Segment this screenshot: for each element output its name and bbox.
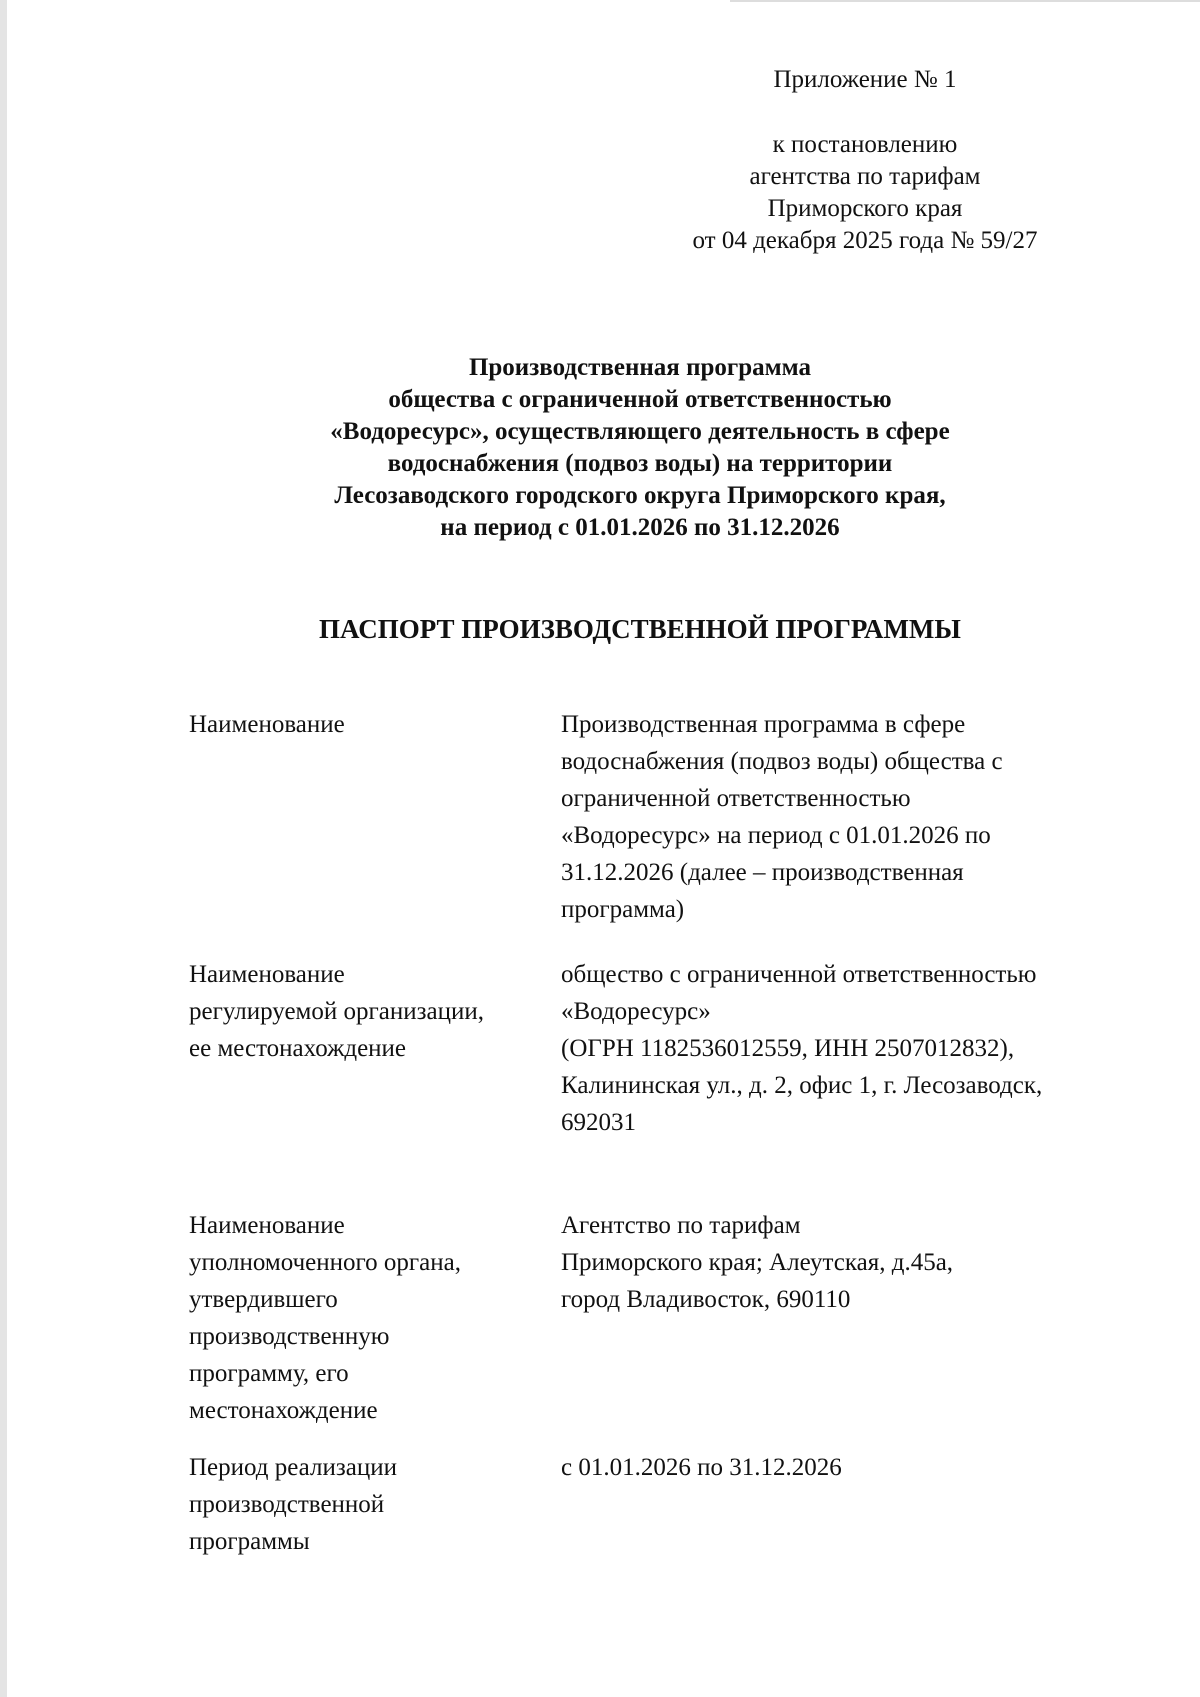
scan-page-edge-top <box>730 0 1200 2</box>
passport-value-line: ограниченной ответственностью <box>561 785 911 812</box>
passport-value-line: город Владивосток, 690110 <box>561 1286 851 1313</box>
passport-value-line: общество с ограниченной ответственностью <box>561 961 1037 988</box>
passport-label-line: утвердившего <box>189 1286 338 1313</box>
passport-value-line: программа) <box>561 896 685 923</box>
passport-label-line: программу, его <box>189 1360 349 1387</box>
passport-label-line: регулируемой организации, <box>189 998 484 1025</box>
passport-value <box>561 1207 1119 1318</box>
appendix-number: Приложение № 1 <box>773 66 957 93</box>
passport-label-line: Наименование <box>189 961 345 988</box>
passport-row-organization <box>189 956 1119 1141</box>
passport-label-line: программы <box>189 1528 310 1555</box>
appendix-line: к постановлению <box>772 131 958 158</box>
passport-label-line: местонахождение <box>189 1397 378 1424</box>
program-title-line: водоснабжения (подвоз воды) на территории <box>387 450 893 477</box>
passport-value-line: Производственная программа в сфере <box>561 711 966 738</box>
passport-value-line: «Водоресурс» <box>561 998 711 1025</box>
passport-value-line: (ОГРН 1182536012559, ИНН 2507012832), <box>561 1035 1015 1062</box>
passport-value <box>561 956 1119 1141</box>
program-title-line: «Водоресурс», осуществляющего деятельность в сфере <box>330 418 950 445</box>
program-title-line: Лесозаводского городского округа Приморского края, <box>334 482 946 509</box>
program-title-line: Производственная программа <box>468 354 812 381</box>
passport-value <box>561 706 1119 928</box>
passport-label-line: производственную <box>189 1323 390 1350</box>
passport-label <box>189 1207 561 1429</box>
program-title <box>200 352 1080 544</box>
passport-label-line: Период реализации <box>189 1454 397 1481</box>
passport-value-line: Приморского края; Алеутская, д.45а, <box>561 1249 954 1276</box>
passport-value <box>561 1449 1119 1486</box>
appendix-line: от 04 декабря 2025 года № 59/27 <box>692 227 1038 254</box>
passport-label-line: ее местонахождение <box>189 1035 407 1062</box>
passport-label <box>189 706 561 743</box>
scan-page-edge-left <box>0 0 7 1697</box>
passport-label-line: Наименование <box>189 711 345 738</box>
passport-label <box>189 956 561 1067</box>
passport-value-line: водоснабжения (подвоз воды) общества с <box>561 748 1003 775</box>
appendix-line: Приморского края <box>767 195 963 222</box>
appendix-line: агентства по тарифам <box>749 163 981 190</box>
passport-value-line: «Водоресурс» на период с 01.01.2026 по <box>561 822 991 849</box>
passport-value-line: 692031 <box>561 1109 636 1136</box>
passport-label-line: производственной <box>189 1491 385 1518</box>
passport-value-line: 31.12.2026 (далее – производственная <box>561 859 964 886</box>
passport-row-period <box>189 1449 1119 1560</box>
passport-label-line: Наименование <box>189 1212 345 1239</box>
passport-label-line: уполномоченного органа, <box>189 1249 461 1276</box>
passport-value-line: Калининская ул., д. 2, офис 1, г. Лесозаводск, <box>561 1072 1043 1099</box>
appendix-block <box>660 64 1070 257</box>
passport-value-line: Агентство по тарифам <box>561 1212 801 1239</box>
passport-row-name <box>189 706 1119 928</box>
passport-table <box>189 706 1119 1560</box>
passport-heading: ПАСПОРТ ПРОИЗВОДСТВЕННОЙ ПРОГРАММЫ <box>319 614 961 644</box>
passport-value-line: с 01.01.2026 по 31.12.2026 <box>561 1454 842 1481</box>
program-title-line: на период с 01.01.2026 по 31.12.2026 <box>440 514 840 541</box>
program-title-line: общества с ограниченной ответственностью <box>388 386 892 413</box>
passport-row-authority <box>189 1207 1119 1429</box>
passport-label <box>189 1449 561 1560</box>
